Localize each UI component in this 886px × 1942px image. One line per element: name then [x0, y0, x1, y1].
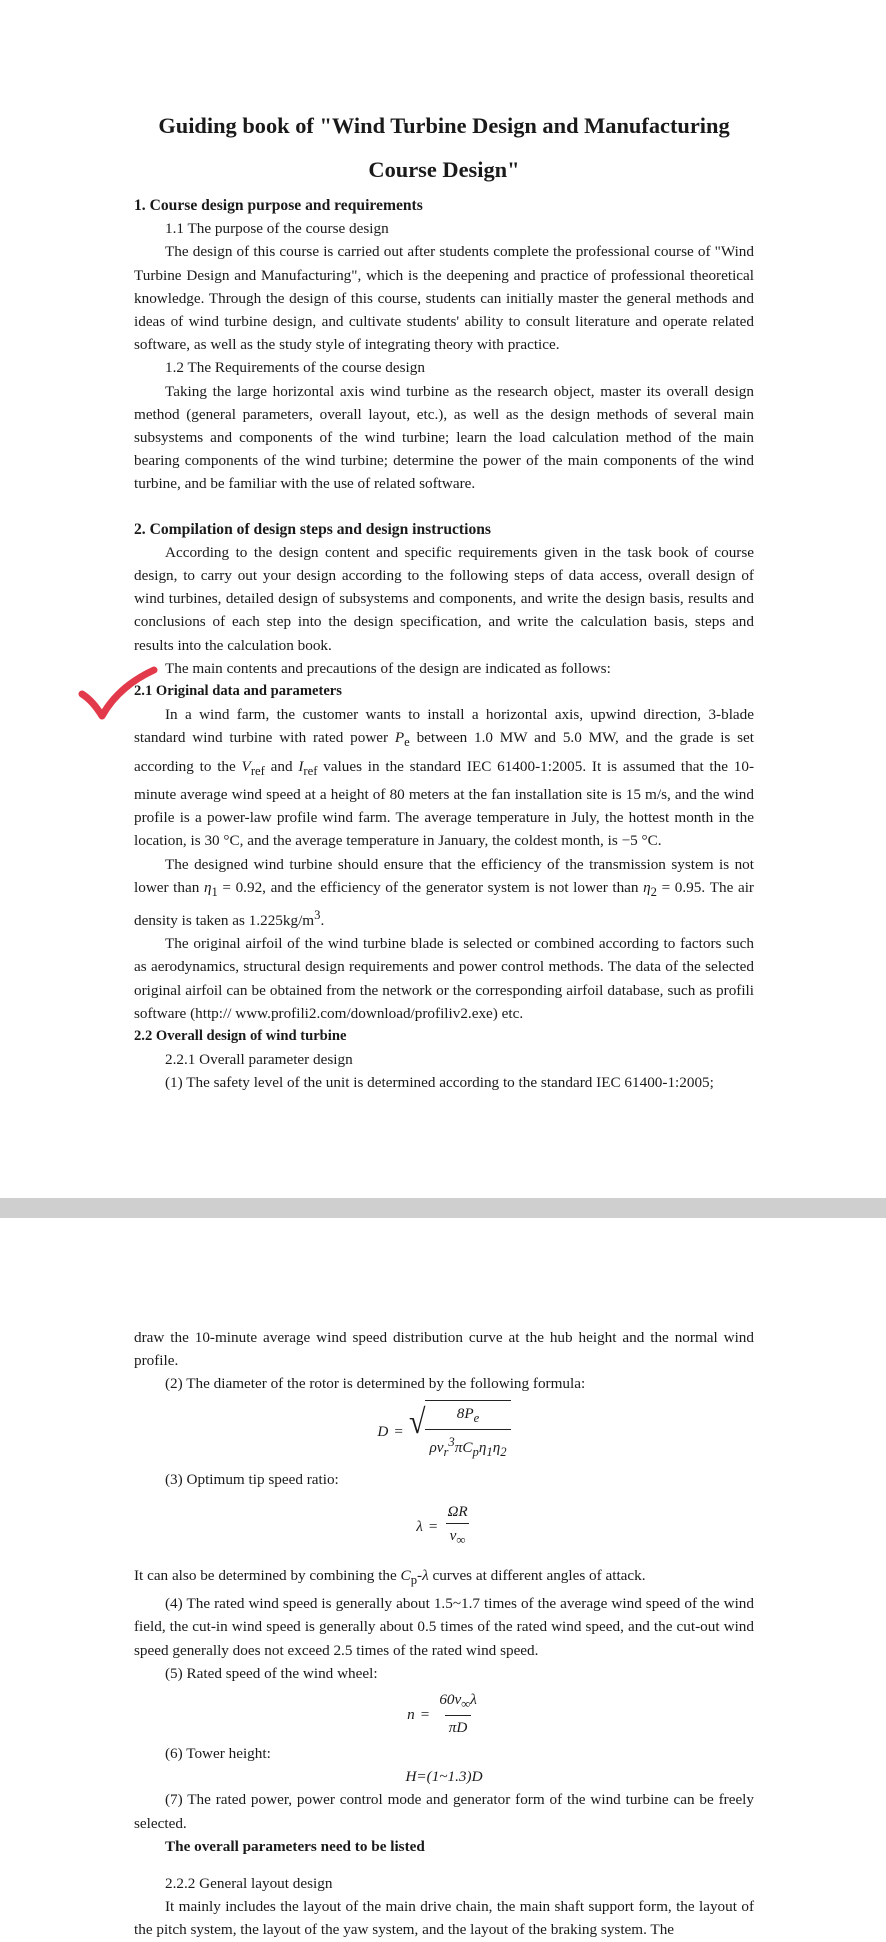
section-2-1-paragraph-2: The designed wind turbine should ensure that the efficiency of the transmission system is not lower than $\eta_1 = 0.92$, and the efficiency of the generator system is not lower than $\eta_2 = 0.95$. The air density is taken as $1.225kg/m^3$.	[134, 855, 754, 930]
item-7-text: (7) The rated power, power control mode and generator form of the wind turbine can be freely selected.	[134, 1791, 754, 1832]
section-2-2-heading: 2.2 Overall design of wind turbine	[134, 1028, 347, 1045]
item-1-text: (1) The safety level of the unit is determined according to the standard IEC 61400-1:2005;	[165, 1074, 714, 1092]
section-2-1-paragraph-1: In a wind farm, the customer wants to install a horizontal axis, upwind direction, 3-blade standard wind turbine with rated power $P_e$ between 1.0 MW and 5.0 MW, and the grade is set according to the $V_{ref}$ and $I_{ref}$ values in the standard IEC 61400-1:2005. It is assumed that the 10-minute average wind speed at a height of 80 meters at the fan installation site is 15 m/s, and the wind profile is a power-law profile wind farm. The average temperature in July, the hottest month in the location, is 30 °C, and the average temperature in January, the coldest month, is −5 °C.	[134, 706, 754, 850]
document-title	[134, 104, 754, 194]
title-line-2: Course Design"	[368, 157, 520, 182]
tower-height-formula: H=(1~1.3)D	[405, 1768, 483, 1786]
section-1-1-text: The design of this course is carried out after students complete the professional course of "Wind Turbine Design and Manufacturing", which is the deepening and practice of professional theoretical knowledge. Through the design of this course, students can initially master the general methods and ideas of wind turbine design, and cultivate students' ability to consult literature and operate related software, as well as the study style of integrating theory with practice.	[134, 243, 754, 354]
overall-parameters-note: The overall parameters need to be listed	[165, 1837, 425, 1855]
section-1-1-heading: 1.1 The purpose of the course design	[165, 220, 389, 238]
section-2-1-heading: 2.1 Original data and parameters	[134, 683, 342, 700]
section-2-2-1-heading: 2.2.1 Overall parameter design	[165, 1051, 353, 1069]
section-2-heading: 2. Compilation of design steps and design instructions	[134, 520, 491, 538]
title-line-1: Guiding book of "Wind Turbine Design and Manufacturing	[158, 113, 730, 138]
checkmark-icon	[78, 668, 158, 724]
section-1-2-heading: 1.2 The Requirements of the course design	[165, 359, 425, 377]
section-2-1-paragraph-3: The original airfoil of the wind turbine blade is selected or combined according to factors such as aerodynamics, structural design requirements and power control methods. The data of the selected original airfoil can be obtained from the network or the corresponding airfoil database, such as profili software (http:// www.profili2.com/download/profiliv2.exe) etc.	[134, 935, 754, 1022]
tip-speed-ratio-formula: λ = $\frac{\Omega R}{v_\infty}$	[134, 1501, 754, 1552]
continued-text: draw the 10-minute average wind speed distribution curve at the hub height and the normal wind profile.	[134, 1329, 754, 1370]
page-1-body	[134, 104, 754, 1095]
rated-speed-formula: n = $\frac{60v_\infty\lambda}{\pi D}$	[134, 1689, 754, 1740]
section-2-2-2-heading: 2.2.2 General layout design	[165, 1875, 333, 1893]
cp-lambda-text: It can also be determined by combining the $C_p-\lambda$ curves at different angles of attack.	[134, 1566, 646, 1587]
item-2-text: (2) The diameter of the rotor is determined by the following formula:	[165, 1375, 586, 1393]
item-6-text: (6) Tower height:	[165, 1745, 271, 1763]
item-4-text: (4) The rated wind speed is generally about 1.5~1.7 times of the average wind speed of the wind field, the cut-in wind speed is generally about 0.5 times of the rated wind speed, and the cut-out wind speed generally does not exceed 2.5 times of the rated wind speed.	[134, 1595, 754, 1659]
page-separator	[0, 1198, 886, 1218]
section-1-heading: 1. Course design purpose and requirements	[134, 197, 423, 214]
page-2-body	[134, 1326, 754, 1942]
section-2-text: According to the design content and specific requirements given in the task book of course design, to carry out your design according to the following steps of data access, overall design of wind turbines, detailed design of subsystems and components, and write the design basis, results and conclusions of each step into the design specification, and write the calculation basis, steps and results into the calculation book.	[134, 543, 754, 654]
item-3-text: (3) Optimum tip speed ratio:	[165, 1470, 339, 1488]
document-page-2	[0, 1218, 886, 1939]
section-2-text-2: The main contents and precautions of the design are indicated as follows:	[165, 659, 611, 677]
section-1-2-text: Taking the large horizontal axis wind turbine as the research object, master its overall design method (general parameters, overall layout, etc.), as well as the design methods of several main subsystems and components of the wind turbine; learn the load calculation method of the main bearing components of the wind turbine; determine the power of the main components of the wind turbine, and be familiar with the use of related software.	[134, 382, 754, 493]
item-5-text: (5) Rated speed of the wind wheel:	[165, 1664, 378, 1682]
rotor-diameter-formula: D = √ $\frac{8P_e}{\rho v_r^3\pi C_p\eta_1\eta_2}$	[134, 1400, 754, 1464]
section-2-2-2-text: It mainly includes the layout of the main drive chain, the main shaft support form, the layout of the pitch system, the layout of the yaw system, and the layout of the braking system. The	[134, 1898, 754, 1939]
